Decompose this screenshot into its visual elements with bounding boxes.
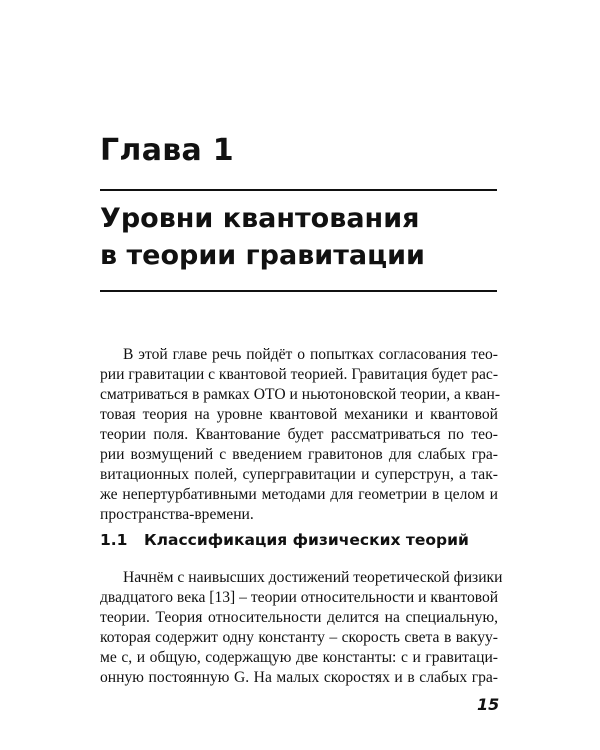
section-heading: [100, 531, 469, 549]
intro-paragraph: [100, 345, 501, 525]
text-line: товая теория на уровне квантовой механики и квантовой: [100, 406, 498, 423]
text-line: рии гравитации с квантовой теорией. Гравитация будет рас-: [100, 366, 499, 383]
page-number: 15: [477, 695, 500, 714]
text-line: рии возмущений с введением гравитонов для слабых гра-: [100, 446, 498, 463]
text-line: же непертурбативными методами для геометрии в целом и: [100, 486, 498, 503]
text-line: Начнём с наивысших достижений теоретической физики: [123, 569, 503, 586]
chapter-title-line: в теории гравитации: [100, 240, 425, 271]
text-line: В этой главе речь пойдёт о попытках согласования тео-: [123, 346, 498, 363]
chapter-rule-top: [100, 189, 497, 191]
text-line: теории. Теория относительности делится на специальную,: [100, 609, 498, 626]
text-line: пространства-времени.: [100, 506, 254, 523]
text-line: которая содержит одну константу – скорость света в вакуу-: [100, 629, 498, 646]
text-line: ме c, и общую, содержащую две константы: c и гравитаци-: [100, 649, 498, 666]
chapter-label: Глава 1: [100, 133, 234, 168]
text-line: двадцатого века [13] – теории относительности и квантовой: [100, 589, 499, 606]
chapter-rule-bottom: [100, 290, 497, 292]
text-line: витационных полей, супергравитации и суперструн, а так-: [100, 466, 498, 483]
text-line: сматриваться в рамках ОТО и ньютоновской теории, а кван-: [100, 386, 501, 403]
section-paragraph: [100, 568, 503, 688]
text-line: теории поля. Квантование будет рассматриваться по тео-: [100, 426, 498, 443]
section-number: 1.1: [100, 531, 128, 549]
chapter-title-line: Уровни квантования: [100, 203, 420, 234]
chapter-title: [100, 200, 425, 274]
text-line: онную постоянную G. На малых скоростях и в слабых гра-: [100, 669, 498, 686]
section-title: Классификация физических теорий: [144, 531, 469, 549]
